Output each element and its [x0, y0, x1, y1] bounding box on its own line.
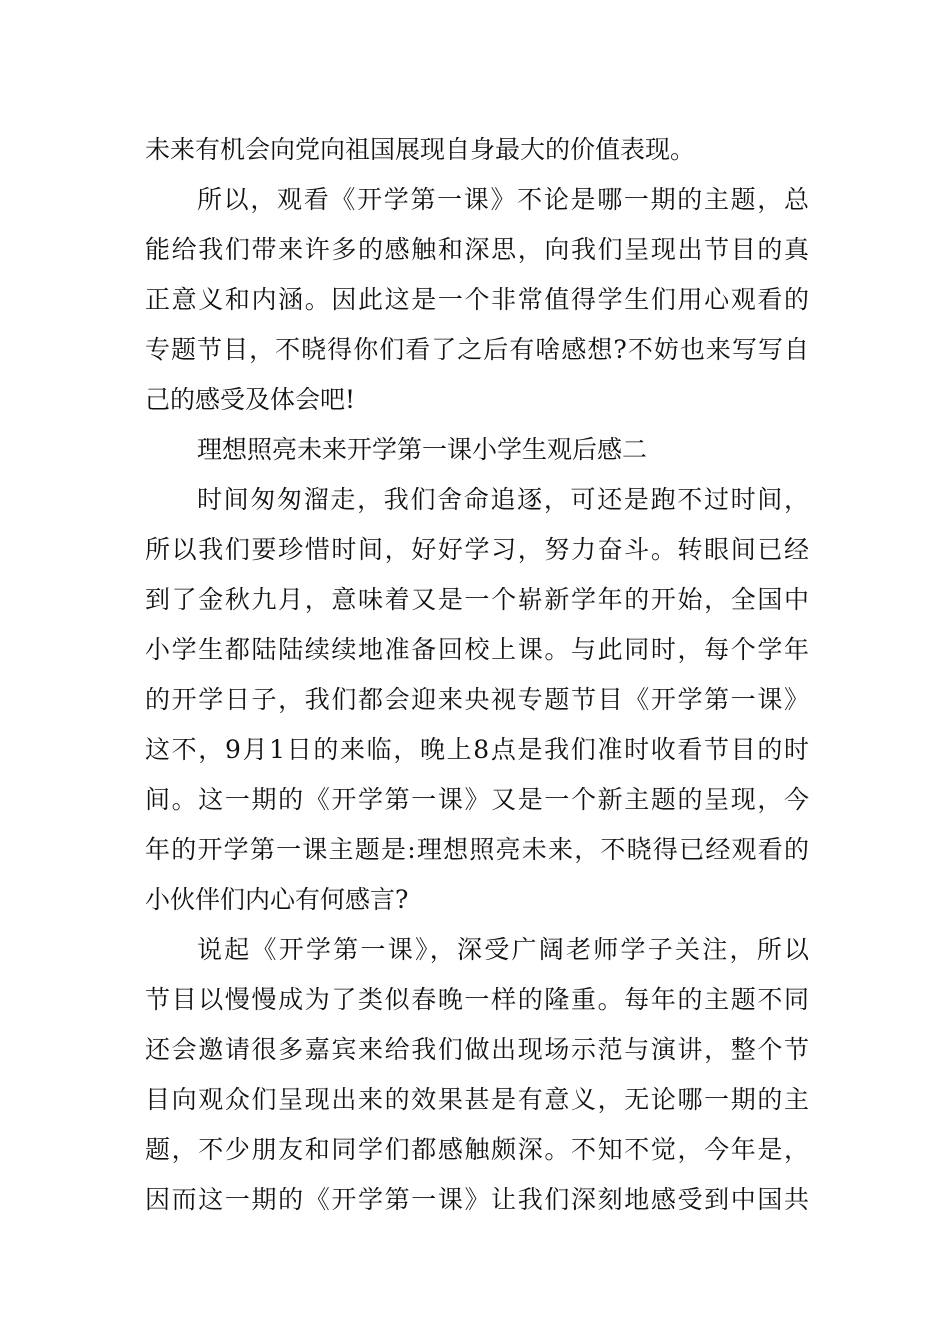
section-heading: 理想照亮未来开学第一课小学生观后感二	[197, 435, 648, 464]
text-line: 因而这一期的《开学第一课》让我们深刻地感受到中国共	[145, 1185, 809, 1214]
text-line: 还会邀请很多嘉宾来给我们做出现场示范与演讲，整个节	[145, 1035, 809, 1064]
text-line: 所以我们要珍惜时间，好好学习，努力奋斗。转眼间已经	[145, 535, 809, 564]
text-line: 己的感受及体会吧!	[145, 385, 356, 414]
text-line: 专题节目，不晓得你们看了之后有啥感想?不妨也来写写自	[145, 335, 809, 364]
paragraph-first-line: 说起《开学第一课》，深受广阔老师学子关注，所以	[197, 935, 809, 964]
paragraph-first-line: 所以，观看《开学第一课》不论是哪一期的主题，总	[197, 185, 809, 214]
text-line: 正意义和内涵。因此这是一个非常值得学生们用心观看的	[145, 285, 809, 314]
text-line: 小伙伴们内心有何感言?	[145, 885, 409, 914]
text-line: 能给我们带来许多的感触和深思，向我们呈现出节目的真	[145, 235, 809, 264]
text-line: 的开学日子，我们都会迎来央视专题节目《开学第一课》	[145, 685, 809, 714]
paragraph-first-line: 时间匆匆溜走，我们舍命追逐，可还是跑不过时间，	[197, 485, 809, 514]
text-line: 未来有机会向党向祖国展现自身最大的价值表现。	[145, 135, 696, 164]
text-line: 节目以慢慢成为了类似春晚一样的隆重。每年的主题不同	[145, 985, 809, 1014]
text-line: 到了金秋九月，意味着又是一个崭新学年的开始，全国中	[145, 585, 809, 614]
text-line: 目向观众们呈现出来的效果甚是有意义，无论哪一期的主	[145, 1085, 809, 1114]
text-line: 小学生都陆陆续续地准备回校上课。与此同时，每个学年	[145, 635, 809, 664]
text-line: 这不，9月1日的来临，晚上8点是我们准时收看节目的时	[145, 735, 809, 764]
text-line: 间。这一期的《开学第一课》又是一个新主题的呈现，今	[145, 785, 809, 814]
text-line: 年的开学第一课主题是:理想照亮未来，不晓得已经观看的	[145, 835, 809, 864]
text-line: 题，不少朋友和同学们都感触颇深。不知不觉，今年是，	[145, 1135, 809, 1164]
